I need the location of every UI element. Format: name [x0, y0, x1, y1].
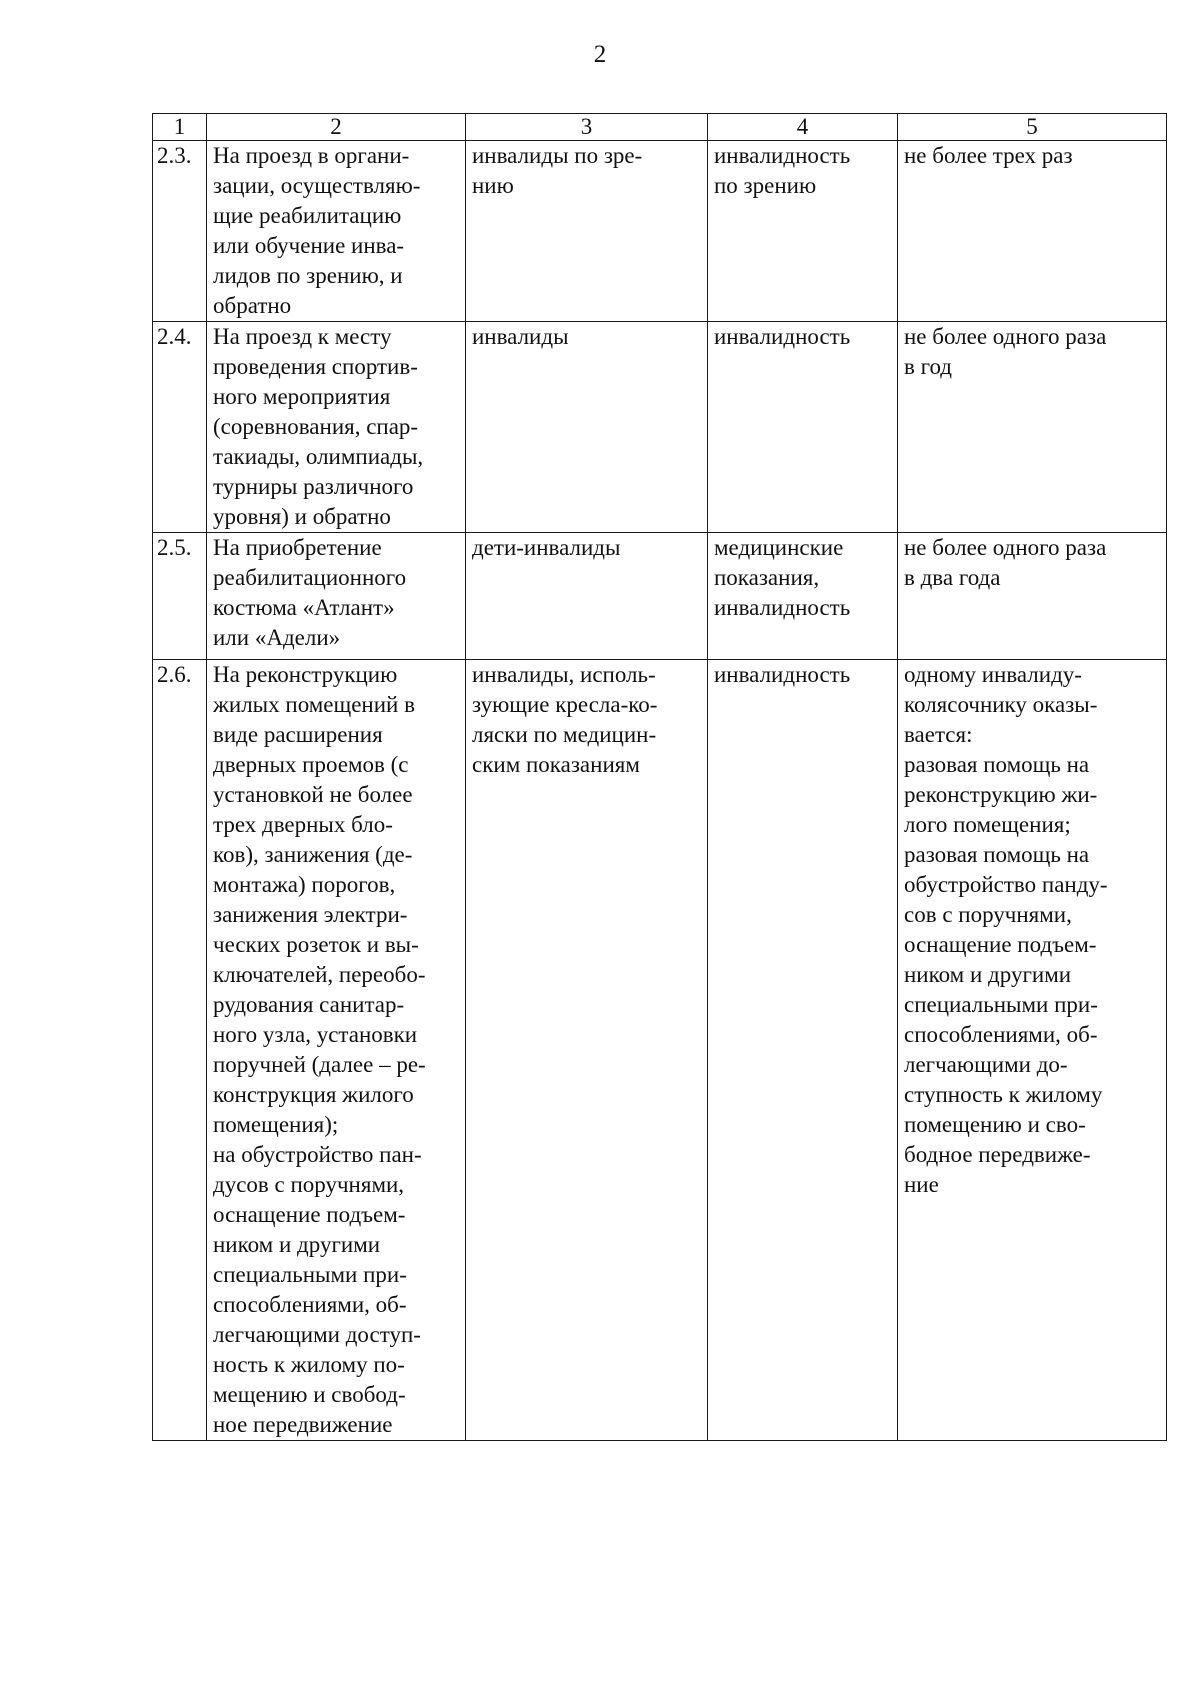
table-row — [153, 141, 1167, 322]
column-header-1: 1 — [153, 114, 207, 141]
basis-cell: инвалидность — [708, 660, 898, 1441]
frequency-cell: одному инвалиду- колясочнику оказы- вается: разовая помощь на реконструкцию жи- лого помещения; разовая помощь на обустройство панду- сов с поручнями, оснащение подъем- ником и другими специальными при- способлениями, об- легчающими до- ступность к жилому помещению и сво- бодное передвиже- ние — [898, 660, 1167, 1441]
basis-cell: инвалидность по зрению — [708, 141, 898, 322]
row-number-cell: 2.5. — [153, 533, 207, 660]
benefits-table — [152, 113, 1167, 1441]
purpose-cell: На проезд в органи- зации, осуществляю- щие реабилитацию или обучение инва- лидов по зрению, и обратно — [207, 141, 466, 322]
recipients-cell: инвалиды — [466, 322, 708, 533]
frequency-cell: не более одного раза в год — [898, 322, 1167, 533]
recipients-cell: инвалиды, исполь- зующие кресла-ко- ляски по медицин- ским показаниям — [466, 660, 708, 1441]
table-row — [153, 533, 1167, 660]
row-number-cell: 2.6. — [153, 660, 207, 1441]
row-number-cell: 2.3. — [153, 141, 207, 322]
header-row — [153, 114, 1167, 141]
recipients-cell: инвалиды по зре- нию — [466, 141, 708, 322]
frequency-cell: не более трех раз — [898, 141, 1167, 322]
column-header-3: 3 — [466, 114, 708, 141]
table-row — [153, 322, 1167, 533]
frequency-cell: не более одного раза в два года — [898, 533, 1167, 660]
purpose-cell: На проезд к месту проведения спортив- ного мероприятия (соревнования, спар- такиады, олимпиады, турниры различного уровня) и обратно — [207, 322, 466, 533]
recipients-cell: дети-инвалиды — [466, 533, 708, 660]
basis-cell: медицинские показания, инвалидность — [708, 533, 898, 660]
column-header-5: 5 — [898, 114, 1167, 141]
table-row — [153, 660, 1167, 1441]
basis-cell: инвалидность — [708, 322, 898, 533]
row-number-cell: 2.4. — [153, 322, 207, 533]
purpose-cell: На реконструкцию жилых помещений в виде расширения дверных проемов (с установкой не более трех дверных бло- ков), занижения (де- монтажа) порогов, занижения электри- ческих розеток и вы- ключателей, переобо- рудования санитар- ного узла, установки поручней (далее – ре- конструкция жилого помещения); на обустройство пан- дусов с поручнями, оснащение подъем- ником и другими специальными при- способлениями, об- легчающими доступ- ность к жилому по- мещению и свобод- ное передвижение — [207, 660, 466, 1441]
column-header-4: 4 — [708, 114, 898, 141]
page-number: 2 — [593, 41, 607, 68]
column-header-2: 2 — [207, 114, 466, 141]
purpose-cell: На приобретение реабилитационного костюма «Атлант» или «Адели» — [207, 533, 466, 660]
